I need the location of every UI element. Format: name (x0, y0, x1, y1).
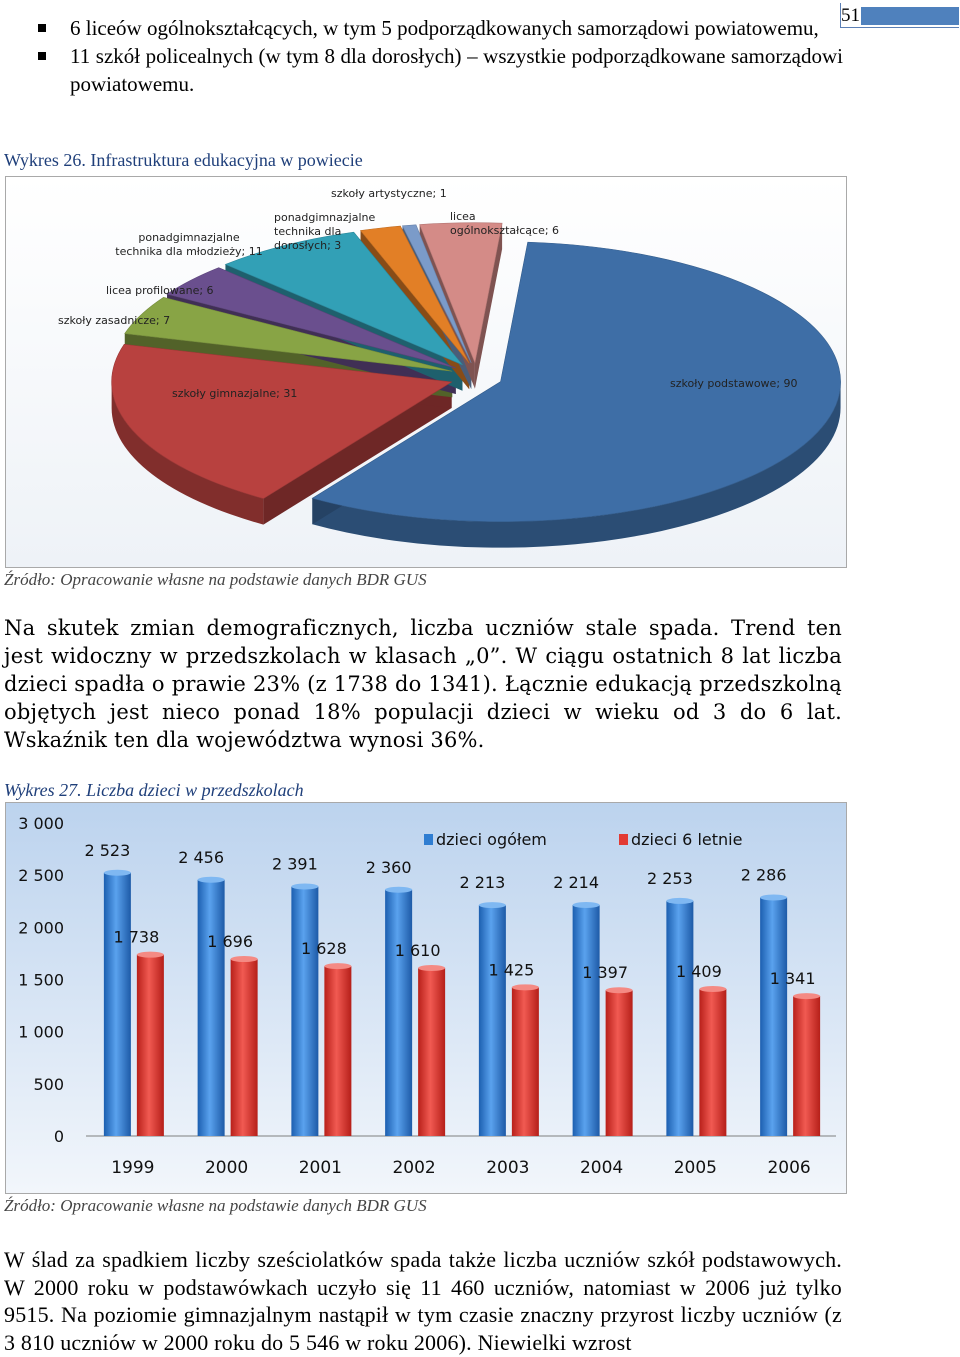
x-tick-label: 2000 (204, 1158, 249, 1178)
bar-six-year-olds (699, 989, 726, 1136)
bar-total (573, 905, 600, 1136)
bar-cap (512, 984, 539, 990)
bar-cap (198, 877, 225, 883)
bar-cap (606, 987, 633, 993)
bar-six-year-olds (512, 987, 539, 1136)
bar-six-year-olds (606, 990, 633, 1136)
bar-cap (385, 887, 412, 893)
bar-cap (760, 894, 787, 900)
bar-cap (793, 993, 820, 999)
pie-label: szkoły gimnazjalne; 31 (172, 387, 298, 400)
list-item (38, 42, 843, 98)
x-tick-label: 2004 (579, 1158, 624, 1178)
bar-total (666, 901, 693, 1136)
y-tick-label: 3 000 (18, 814, 64, 833)
data-label: 2 213 (459, 873, 506, 893)
data-label: 1 425 (488, 960, 535, 980)
body-paragraph: Na skutek zmian demograficznych, liczba uczniów stale spada. Trend ten jest widoczny w przedszkolach w klasach „0”. W ciągu ostatnich 8 lat liczba dzieci spadła o prawie 23% (z 1738 do 1341). Łącznie edukacją przedszkolną objętych jest nieco ponad 18% populacji dzieci w wieku od 3 do 6 lat. Wskaźnik ten dla województwa wynosi 36%. (4, 616, 842, 752)
figure-caption-27: Wykres 27. Liczba dzieci w przedszkolach (4, 780, 304, 800)
y-tick-label: 1 500 (18, 970, 64, 990)
bullet-square-icon (38, 52, 46, 60)
legend-label: dzieci 6 letnie (631, 830, 743, 849)
x-tick-label: 2003 (486, 1158, 530, 1178)
data-label: 1 738 (113, 927, 160, 947)
legend-swatch (619, 834, 628, 845)
x-tick-label: 2001 (298, 1158, 343, 1178)
bar-cap (291, 884, 318, 890)
x-tick-label: 2002 (392, 1158, 436, 1178)
pie-label: szkoły artystyczne; 1 (331, 187, 447, 200)
figure-source-26: Źródło: Opracowanie własne na podstawie danych BDR GUS (4, 570, 427, 589)
data-label: 1 628 (300, 939, 347, 959)
pie-label: ponadgimnazjalne technika dla młodzieży; 11 (115, 231, 263, 258)
y-tick-label: 0 (53, 1127, 64, 1146)
pie-label: licea ogólnokształcące; 6 (450, 210, 560, 237)
bar-cap (324, 963, 351, 969)
data-label: 1 397 (582, 963, 629, 983)
y-tick-label: 2 500 (18, 866, 64, 886)
data-label: 1 409 (675, 961, 722, 981)
bar-chart-canvas (6, 803, 846, 1193)
pie-chart (5, 176, 847, 568)
page-number-tab (840, 3, 959, 28)
bar-total (479, 905, 506, 1136)
data-label: 1 341 (769, 969, 816, 989)
data-label: 2 391 (271, 854, 318, 874)
bar-cap (666, 898, 693, 904)
list-item (38, 14, 843, 42)
data-label: 2 214 (553, 873, 600, 893)
list-item-text: 11 szkół policealnych (w tym 8 dla dorosłych) – wszystkie podporządkowane samorządowi powiatowemu. (70, 44, 843, 96)
y-tick-label: 2 000 (18, 918, 64, 938)
bar-total (104, 873, 131, 1136)
y-tick-label: 1 000 (18, 1022, 64, 1042)
bar-total (291, 887, 318, 1136)
x-tick-label: 2006 (767, 1158, 811, 1178)
body-paragraph: W ślad za spadkiem liczby sześciolatków spada także liczba uczniów szkół podstawowych. W 2000 roku w podstawówkach uczyło się 11 460 uczniów, natomiast w 2006 już tylko 9515. Na poziomie gimnazjalnym nastąpił w tym czasie znaczny przyrost liczby uczniów (z 3 810 uczniów w 2000 roku do 5 546 w roku 2006). Niewielki wzrost (4, 1247, 842, 1355)
bar-six-year-olds (793, 996, 820, 1136)
bar-cap (573, 902, 600, 908)
bar-six-year-olds (324, 966, 351, 1136)
figure-caption-26: Wykres 26. Infrastruktura edukacyjna w powiecie (4, 150, 363, 170)
bar-cap (104, 870, 131, 876)
data-label: 2 286 (740, 865, 787, 885)
bar-total (760, 897, 787, 1136)
x-tick-label: 2005 (673, 1158, 718, 1178)
pie-label: szkoły podstawowe; 90 (670, 377, 798, 390)
data-label: 1 696 (207, 932, 254, 952)
pie-label: szkoły zasadnicze; 7 (58, 314, 171, 327)
data-label: 2 253 (646, 868, 693, 888)
bar-total (385, 890, 412, 1136)
bar-cap (418, 965, 445, 971)
data-label: 2 523 (84, 840, 131, 860)
list-item-text: 6 liceów ogólnokształcących, w tym 5 podporządkowanych samorządowi powiatowemu, (70, 16, 819, 40)
x-tick-label: 1999 (111, 1158, 155, 1178)
y-tick-label: 500 (33, 1074, 64, 1094)
bar-cap (699, 986, 726, 992)
bar-total (198, 880, 225, 1136)
legend-label: dzieci ogółem (436, 830, 547, 849)
bar-six-year-olds (231, 959, 258, 1136)
page-number-bar (861, 7, 959, 25)
bar-six-year-olds (418, 968, 445, 1136)
page-number: 51 (841, 5, 860, 26)
legend-swatch (424, 834, 433, 845)
pie-label: licea profilowane; 6 (106, 284, 214, 297)
bar-six-year-olds (137, 955, 164, 1136)
figure-source-27: Źródło: Opracowanie własne na podstawie danych BDR GUS (4, 1196, 427, 1215)
bullet-list (38, 14, 843, 98)
data-label: 2 360 (365, 857, 412, 877)
data-label: 2 456 (178, 847, 225, 867)
bar-cap (479, 902, 506, 908)
bar-cap (137, 952, 164, 958)
pie-label: ponadgimnazjalne technika dla dorosłych; 3 (274, 211, 376, 252)
bar-cap (231, 956, 258, 962)
bullet-square-icon (38, 24, 46, 32)
bar-chart (5, 802, 847, 1194)
data-label: 1 610 (394, 941, 441, 961)
